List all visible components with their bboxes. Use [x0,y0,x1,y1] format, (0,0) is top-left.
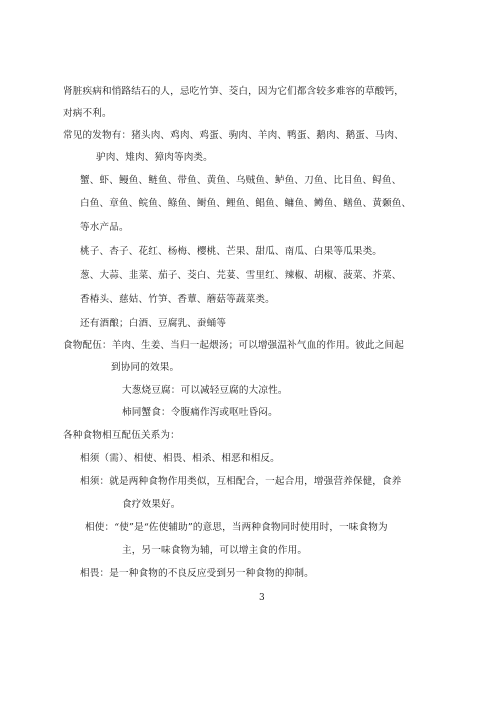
page-number: 3 [259,593,265,603]
text-line: 食疗效果好。 [122,499,181,510]
text-line: 柿同蟹食：令腹痛作泻或呕吐昏闷。 [122,407,278,418]
text-line: 驴肉、雉肉、獐肉等肉类。 [96,152,213,163]
text-line: 等水产品。 [80,222,129,233]
text-line: 食物配伍：羊肉、生姜、当归一起煨汤；可以增强温补气血的作用。彼此之间起 [63,340,405,351]
text-line: 葱、大蒜、韭菜、茄子、茭白、芫荽、雪里红、辣椒、胡椒、菠菜、芥菜、 [80,270,402,281]
text-line: 对病不利。 [63,108,112,119]
text-line: 相使：“使”是“佐使辅助”的意思，当两种食物同时使用时，一味食物为 [85,522,388,533]
text-line: 各种食物相互配伍关系为： [63,430,180,441]
text-line: 桃子、杏子、花红、杨梅、樱桃、芒果、甜瓜、南瓜、白果等瓜果类。 [80,246,383,257]
text-line: 大葱烧豆腐：可以减轻豆腐的大凉性。 [122,385,288,396]
text-line: 白鱼、章鱼、鲩鱼、鲦鱼、鲥鱼、鲤鱼、鲳鱼、鳙鱼、鳟鱼、鳝鱼、黄颡鱼、 [80,198,412,209]
text-line: 相须：就是两种食物作用类似，互相配合，一起合用，增强营养保健，食养 [80,476,402,487]
text-line: 还有酒酿；白酒、豆腐乳、蚕蛹等 [80,318,227,329]
text-line: 香椿头、慈姑、竹笋、香蕈、蘑菇等蔬菜类。 [80,294,275,305]
text-line: 蟹、虾、鳗鱼、鲢鱼、带鱼、黄鱼、乌贼鱼、鲈鱼、刀鱼、比目鱼、鲟鱼、 [80,175,402,186]
text-line: 相畏：是一种食物的不良反应受到另一种食物的抑制。 [80,568,314,579]
text-line: 到协同的效果。 [111,362,180,373]
text-line: 肾脏疾病和悄路结石的人，忌吃竹笋、茭白，因为它们都含较多难容的草酸钙， [63,86,405,97]
text-line: 相须（需）、相使、相畏、相杀、相恶和相反。 [80,453,280,464]
text-line: 主，另一味食物为辅，可以增主食的作用。 [122,545,308,556]
text-line: 常见的发物有：猪头肉、鸡肉、鸡蛋、驹肉、羊肉、鸭蛋、鹅肉、鹅蛋、马肉、 [63,130,405,141]
